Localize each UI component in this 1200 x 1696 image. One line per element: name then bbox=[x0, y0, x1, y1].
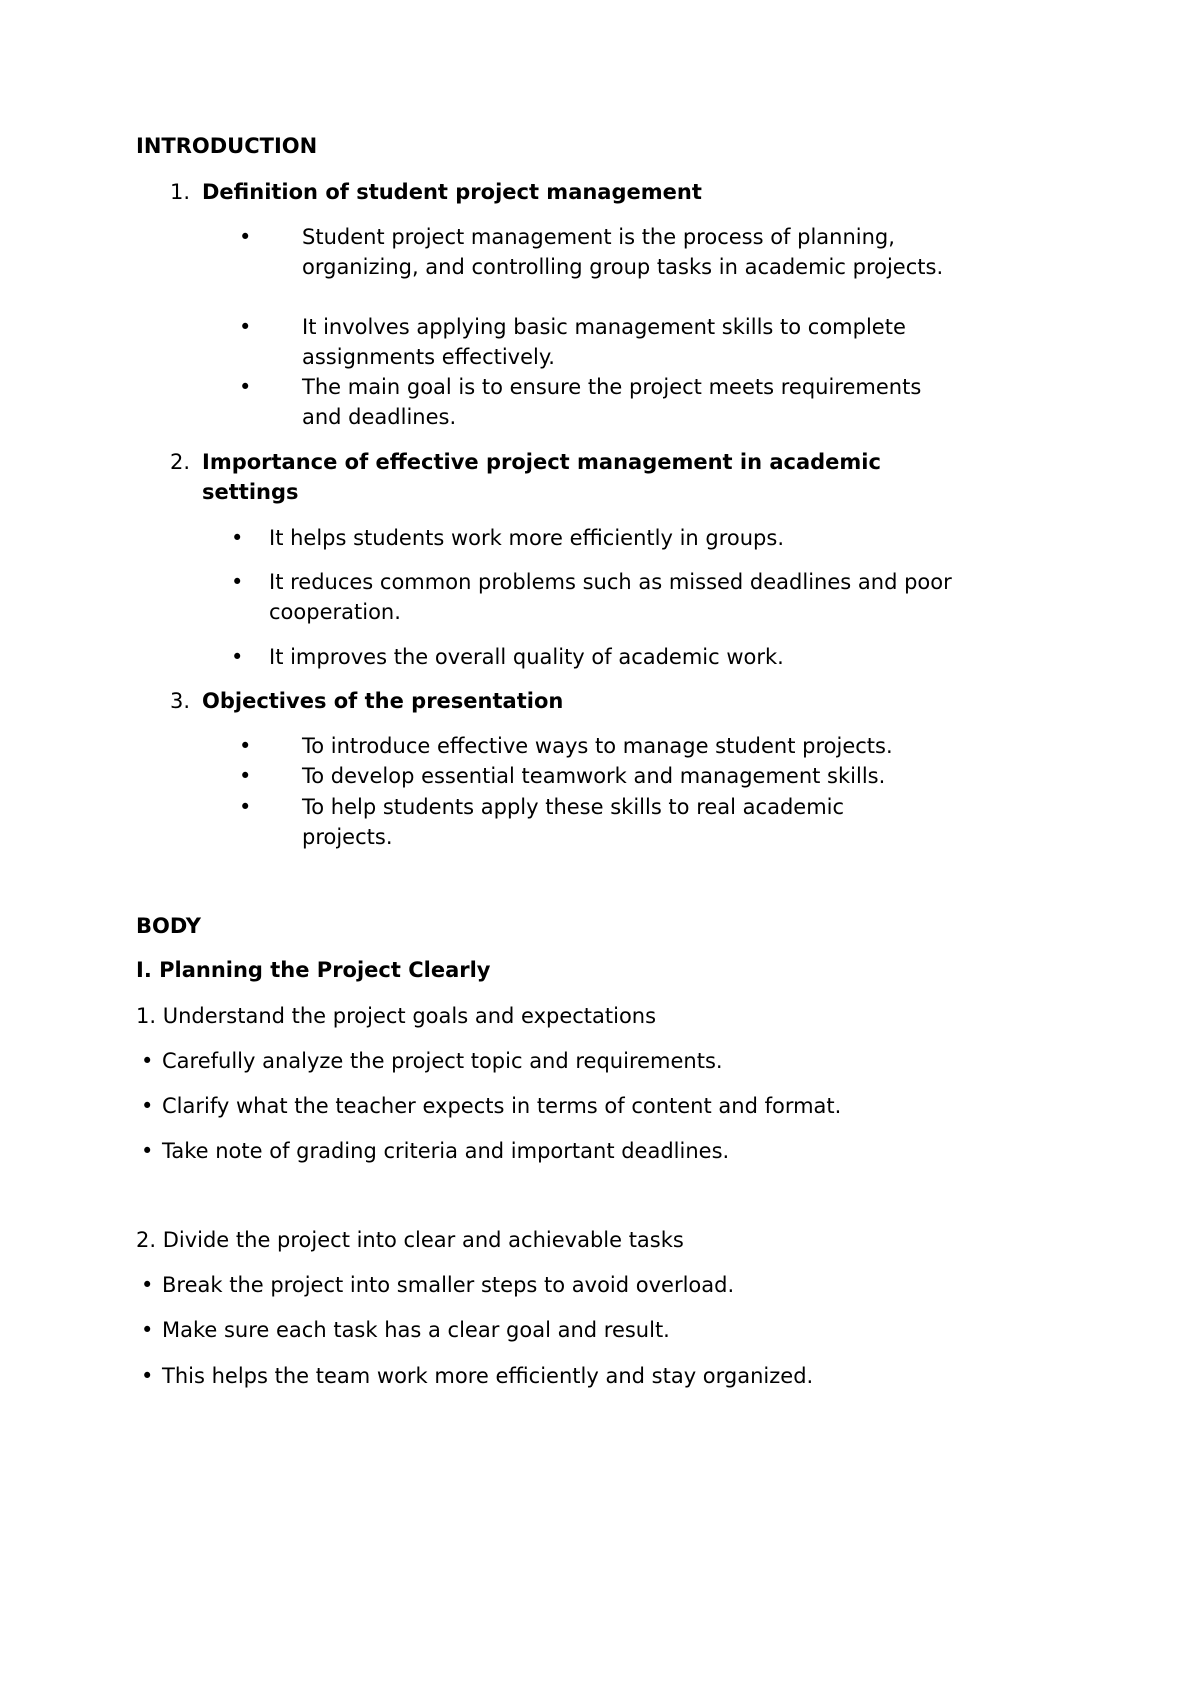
section-title: Importance of effective project management in academic settings bbox=[202, 450, 881, 504]
list-item: Make sure each task has a clear goal and result. bbox=[162, 1318, 670, 1342]
bullet-icon: • bbox=[141, 1364, 154, 1388]
bullet-icon: • bbox=[141, 1273, 154, 1297]
section-title: Definition of student project management bbox=[202, 180, 702, 204]
list-item: To introduce effective ways to manage student projects. bbox=[302, 734, 893, 758]
step-title: 2. Divide the project into clear and achievable tasks bbox=[136, 1228, 684, 1252]
body-heading: BODY bbox=[136, 914, 201, 938]
bullet-icon: • bbox=[231, 570, 244, 594]
bullet-icon: • bbox=[141, 1094, 154, 1118]
list-item: Break the project into smaller steps to avoid overload. bbox=[162, 1273, 735, 1297]
list-item: It helps students work more efficiently in groups. bbox=[269, 526, 785, 550]
bullet-icon: • bbox=[239, 734, 252, 758]
list-item: It improves the overall quality of academic work. bbox=[269, 645, 784, 669]
bullet-icon: • bbox=[239, 764, 252, 788]
bullet-icon: • bbox=[141, 1318, 154, 1342]
list-item: Take note of grading criteria and important deadlines. bbox=[162, 1139, 730, 1163]
list-item: The main goal is to ensure the project meets requirements and deadlines. bbox=[302, 375, 922, 429]
bullet-icon: • bbox=[239, 225, 252, 249]
bullet-icon: • bbox=[231, 645, 244, 669]
list-item: Clarify what the teacher expects in terms of content and format. bbox=[162, 1094, 842, 1118]
section-number: 1. bbox=[170, 180, 191, 204]
list-item: To develop essential teamwork and management skills. bbox=[302, 764, 886, 788]
step-title: 1. Understand the project goals and expectations bbox=[136, 1004, 657, 1028]
list-item: Carefully analyze the project topic and requirements. bbox=[162, 1049, 723, 1073]
section-title: Objectives of the presentation bbox=[202, 689, 564, 713]
list-item: This helps the team work more efficiently and stay organized. bbox=[162, 1364, 814, 1388]
bullet-icon: • bbox=[141, 1049, 154, 1073]
bullet-icon: • bbox=[231, 526, 244, 550]
part-title: I. Planning the Project Clearly bbox=[136, 958, 491, 982]
list-item: It involves applying basic management skills to complete assignments effectively. bbox=[302, 315, 906, 369]
bullet-icon: • bbox=[141, 1139, 154, 1163]
introduction-heading: INTRODUCTION bbox=[136, 134, 318, 158]
bullet-icon: • bbox=[239, 375, 252, 399]
list-item: Student project management is the process of planning, organizing, and controlling group tasks in academic projects. bbox=[302, 225, 944, 279]
section-number: 3. bbox=[170, 689, 191, 713]
section-number: 2. bbox=[170, 450, 191, 474]
list-item: To help students apply these skills to real academic projects. bbox=[302, 795, 845, 849]
list-item: It reduces common problems such as missed deadlines and poor cooperation. bbox=[269, 570, 952, 624]
bullet-icon: • bbox=[239, 315, 252, 339]
bullet-icon: • bbox=[239, 795, 252, 819]
